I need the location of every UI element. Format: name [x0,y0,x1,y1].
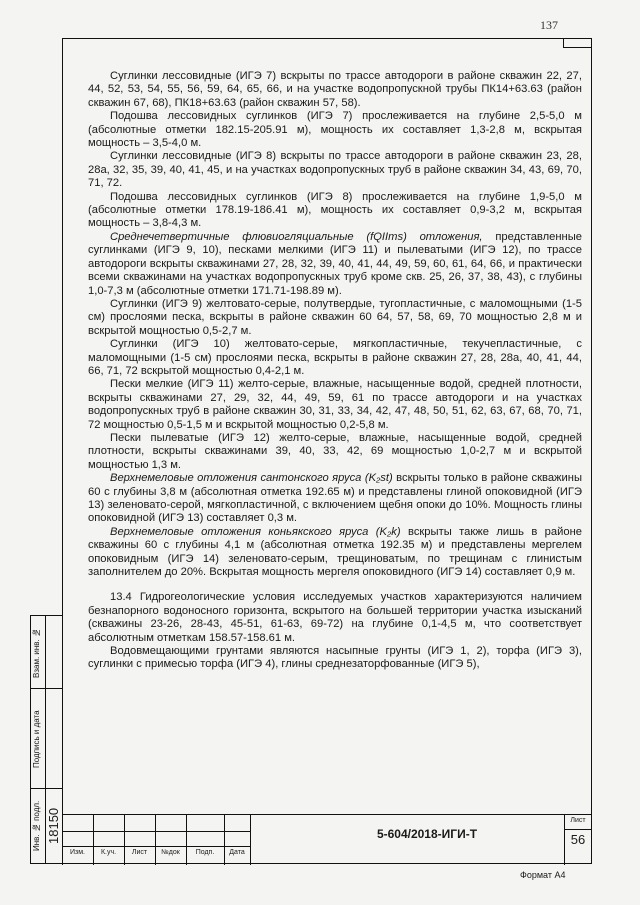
italic-segment: Среднечетвертичные флювиогляциальные (fQIIms) отложения, [110,230,483,243]
signature-date-label: Подпись и дата [32,710,41,768]
text-segment: вскрыты также лишь в районе скважины 60 с глубины 4,1 м (абсолютная отметка 192.35 м) и представлены мергелем опоковидным (ИГЭ 14) зеленовато-серым, трещиноватым, по трещинам с глинистым заполнителем до 20%. Вскрытая мощность мергеля опоковидного (ИГЭ 14) составляет 0,9 м. [88,525,582,579]
header-data: Дата [229,849,245,856]
text-segment: Суглинки лессовидные (ИГЭ 8) вскрыты по трассе автодороги в районе скважин 23, 28, 28а, 32, 35, 39, 40, 41, 45, и на участках водопропускных труб в районе скважин 34, 43, 69, 70, 71, 72. [88,150,582,190]
title-block [62,814,592,864]
paragraph [88,432,582,472]
text-segment: Пески пылеватые (ИГЭ 12) желто-серые, влажные, насыщенные водой, средней плотности, вскрыты скважинами 39, 40, 33, 42, 69 мощностью 1,0-2,7 м и вскрытой мощностью 1,3 м. [88,431,582,471]
text-segment: Подошва лессовидных суглинков (ИГЭ 8) прослеживается на глубине 1,9-5,0 м (абсолютные отметки 178.19-186.41 м), мощность их составляет 0,9-3,2 м, вскрытая мощность – 3,8-4,3 м. [88,190,582,230]
header-ndok: №док [161,849,180,856]
body-text [88,70,582,672]
paragraph [88,472,582,526]
text-segment: Водовмещающими грунтами являются насыпные грунты (ИГЭ 1, 2), торфа (ИГЭ 3), суглинки с примесью торфа (ИГЭ 4), глины среднезаторфованные (ИГЭ 5), [88,645,582,671]
text-segment: вскрыты только в районе скважины 60 с глубины 3,8 м (абсолютная отметка 192.65 м) и представлены глиной опоковидной (ИГЭ 13) зеленовато-серой, мягкопластичной, с включением щебня опоки до 10%. Мощность глины опоковидной (ИГЭ 13) составляет 0,3 м. [88,472,582,525]
text-segment: 13.4 Гидрогеологические условия исследуемых участков характеризуются наличием безнапорного водоносного горизонта, вскрытого на большей территории участка изысканий (скважины 23-26, 28-43, 45-51, 61-63, 69-72) на глубине 0,1-4,5 м, что соответствует абсолютным отметкам 158.57-158.61 м. [88,591,582,644]
header-kuch: К.уч. [100,849,117,856]
sheet-label: Лист [570,817,586,824]
text-segment: Суглинки (ИГЭ 9) желтовато-серые, полутвердые, тугопластичные, с маломощными (1-5 см) прослоями песка, вскрыты в районе скважин 60 64, 57, 58, 69, 70 мощностью 2,8 м и вскрытой мощностью 0,5-2,7 м. [88,297,582,337]
inv-podl-label: Инв. № подл. [32,800,41,852]
text-segment: Подошва лессовидных суглинков (ИГЭ 7) прослеживается на глубине 2,5-5,0 м (абсолютные отметки 182.15-205.91 м), мощность их составляет 1,3-2,8 м, вскрытая мощность – 3,5-4,0 м. [88,110,582,150]
text-segment: Суглинки (ИГЭ 10) желтовато-серые, мягкопластичные, текучепластичные, с маломощными (1-5 см) прослоями песка, вскрыты в районе скважин 27, 28, 28а, 40, 41, 44, 66, 71, 72 вскрытой мощностью 0,4-2,1 м. [88,338,582,377]
paragraph [88,191,582,231]
paragraph [88,150,582,190]
header-podp: Подп. [195,849,215,856]
inventory-number: 18150 [46,807,61,845]
paragraph [88,110,582,150]
text-segment: Пески мелкие (ИГЭ 11) желто-серые, влажные, насыщенные водой, средней плотности, вскрыты скважинами 27, 29, 32, 44, 49, 59, 61 по трассе автодороги и на участках водопропускных труб в районе скважин 30, 31, 33, 34, 42, 47, 48, 50, 51, 62, 63, 67, 68, 70, 71, 72 мощностью 0,5-1,5 м и вскрытой мощностью 0,2-5,8 м. [88,378,582,431]
paragraph [88,338,582,378]
paragraph [88,378,582,432]
paragraph [88,298,582,338]
italic-segment: Верхнемеловые отложения коньякского яруса (K₂k) [110,525,401,538]
document-code: 5-604/2018-ИГИ-Т [376,827,478,841]
sheet-number: 56 [570,832,586,847]
paragraph [88,70,582,110]
frame-corner-tab [563,38,591,48]
text-segment: представленные суглинками (ИГЭ 9, 10), песками мелкими (ИГЭ 11) и пылеватыми (ИГЭ 12), по трассе автодороги вскрыты скважинами 27, 28, 32, 39, 40, 41, 44, 49, 59, 60, 61, 64, 66, и практически всеми скважинами на участках водопропускных труб кроме скв. 25, 26, 37, 38, 43), с глубины 1,0-7,3 м (абсолютные отметки 171.71-198.89 м). [88,230,582,297]
paragraph [88,526,582,580]
header-list: Лист [131,849,148,856]
italic-segment: Верхнемеловые отложения сантонского яруса (K₂st) [110,472,393,485]
vzam-inv-label: Взам. инв. № [32,628,41,678]
text-segment: Суглинки лессовидные (ИГЭ 7) вскрыты по трассе автодороги в районе скважин 22, 27, 44, 52, 53, 54, 55, 56, 59, 64, 65, 66, и на участке водопропускной трубы ПК14+63.63 (район скважин 67, 68), ПК18+63.63 (район скважин 57, 58). [88,70,582,109]
paragraph [88,645,582,672]
paragraph [88,591,582,645]
paragraph [88,231,582,298]
page-number: 137 [540,18,558,32]
format-label: Формат А4 [520,870,566,880]
binding-strip [30,615,62,864]
header-izm: Изм. [70,849,85,856]
